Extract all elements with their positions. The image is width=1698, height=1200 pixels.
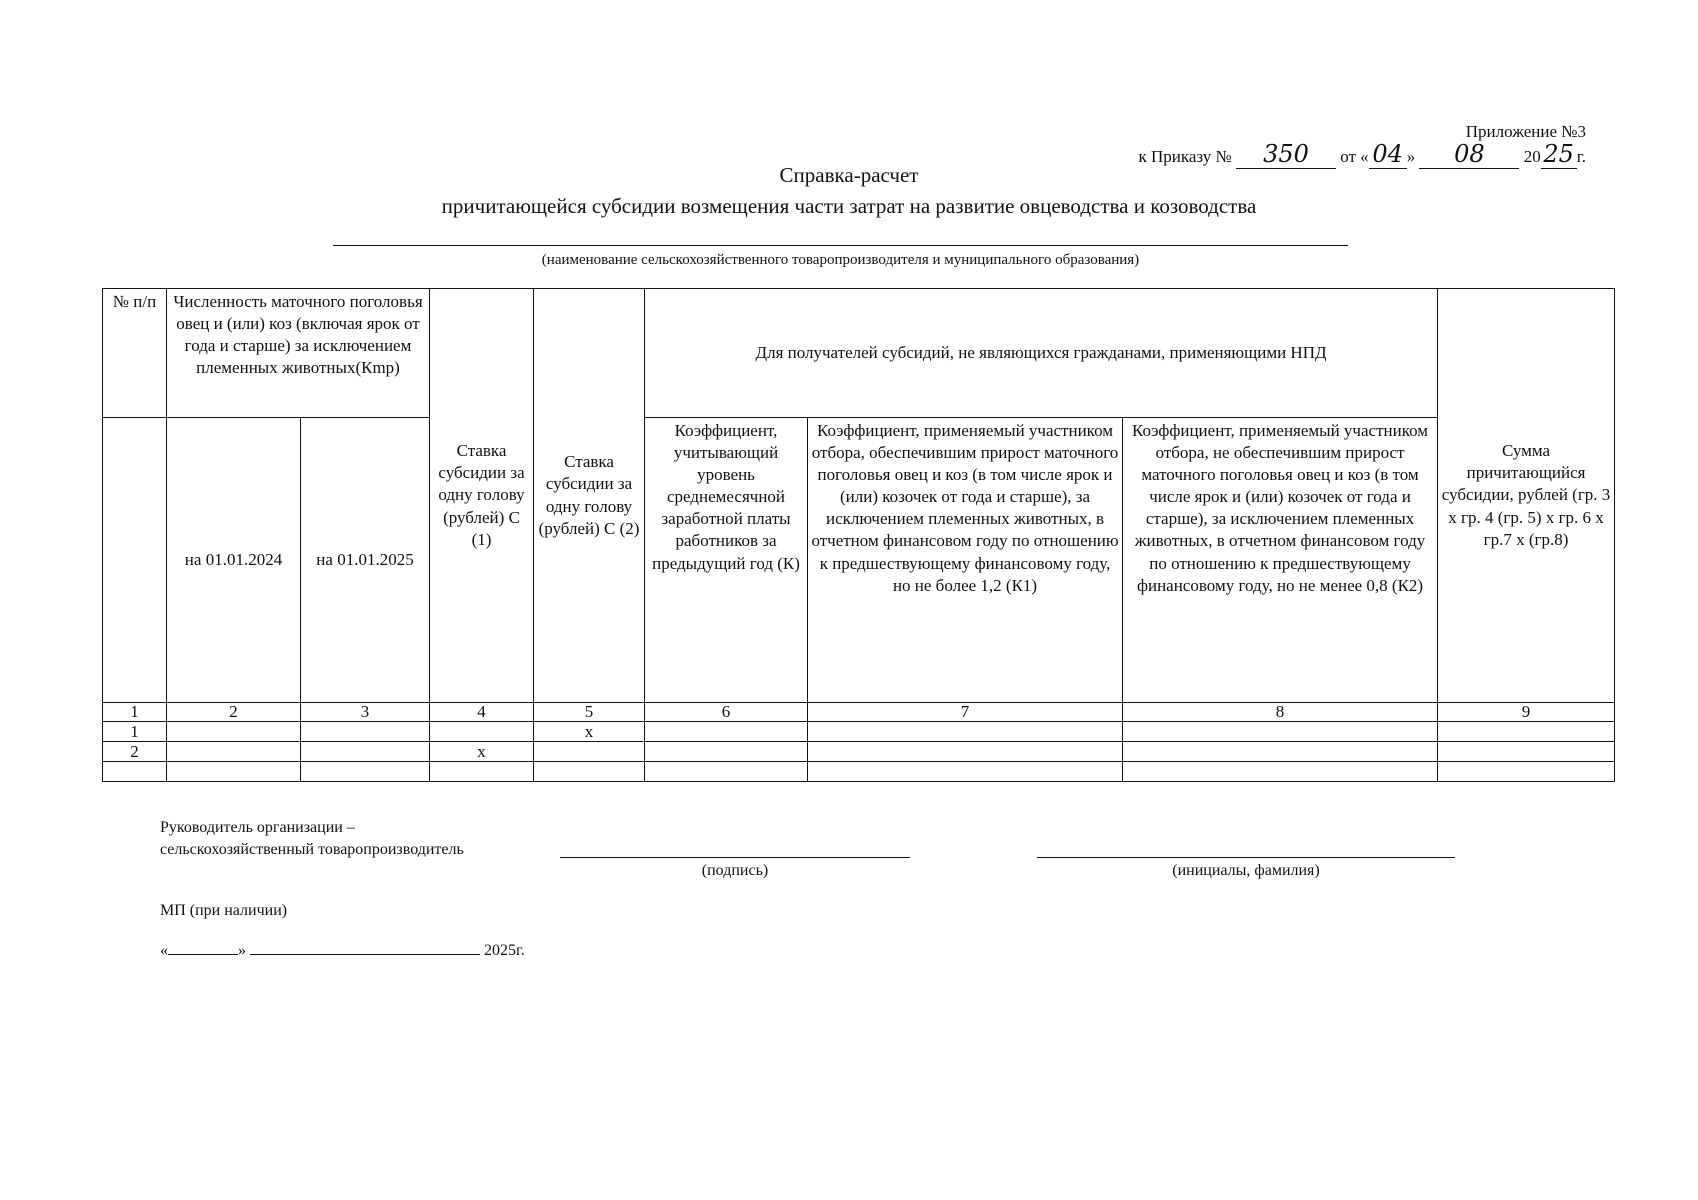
- order-number: 350: [1236, 140, 1336, 169]
- table-cell[interactable]: [167, 762, 301, 782]
- table-cell[interactable]: [1123, 742, 1438, 762]
- column-number: 8: [1123, 703, 1438, 722]
- order-day: 04: [1369, 140, 1407, 169]
- column-number: 9: [1438, 703, 1615, 722]
- order-month: 08: [1419, 140, 1519, 169]
- column-number: 5: [534, 703, 645, 722]
- table-cell[interactable]: [1123, 762, 1438, 782]
- col-rate2-header: Ставка субсидии за одну голову (рублей) С (2): [534, 289, 645, 703]
- table-cell[interactable]: [808, 722, 1123, 742]
- column-number: 4: [430, 703, 534, 722]
- table-cell[interactable]: [534, 762, 645, 782]
- col-k1-header: Коэффициент, применяемый участником отбора, обеспечившим прирост маточного поголовья овец и коз (в том числе ярок и (или) козочек от года и старше), за исключением племенных животных, в отчетном финансовом году по отношению к предшествующему финансовому году, но не более 1,2 (К1): [808, 418, 1123, 703]
- column-number: 7: [808, 703, 1123, 722]
- fio-caption: (инициалы, фамилия): [1172, 862, 1320, 879]
- signature-line[interactable]: [560, 857, 910, 858]
- table-cell[interactable]: [645, 742, 808, 762]
- date-open-quote: «: [160, 942, 168, 959]
- header-row-1: [103, 289, 1615, 418]
- column-number: 2: [167, 703, 301, 722]
- column-number: 6: [645, 703, 808, 722]
- table-cell[interactable]: [808, 742, 1123, 762]
- table-cell[interactable]: [645, 762, 808, 782]
- date-day-blank[interactable]: [168, 954, 238, 955]
- date-month-blank[interactable]: [250, 954, 480, 955]
- date-field: [160, 942, 525, 960]
- appendix-label: Приложение №3: [1465, 122, 1586, 141]
- table-cell[interactable]: [1438, 742, 1615, 762]
- col-date2-header: на 01.01.2025: [301, 418, 430, 703]
- signature-caption: (подпись): [701, 862, 769, 879]
- table-cell[interactable]: [301, 762, 430, 782]
- table-cell[interactable]: [167, 742, 301, 762]
- table-cell[interactable]: [430, 762, 534, 782]
- table-cell[interactable]: [430, 722, 534, 742]
- date-close-quote: »: [238, 942, 246, 959]
- table-cell[interactable]: 1: [103, 722, 167, 742]
- column-number: 3: [301, 703, 430, 722]
- order-day-close: »: [1406, 147, 1416, 166]
- column-number: 1: [103, 703, 167, 722]
- header-row-2: [103, 418, 1615, 703]
- column-numbers-row: [103, 703, 1615, 722]
- col-k-header: Коэффициент, учитывающий уровень среднемесячной заработной платы работников за предыдущий год (К): [645, 418, 808, 703]
- col-rate1-header: Ставка субсидии за одну голову (рублей) С (1): [430, 289, 534, 703]
- head-label-line2: сельскохозяйственный товаропроизводитель: [160, 840, 464, 858]
- order-year-prefix: 20: [1523, 147, 1541, 166]
- table-cell[interactable]: [1438, 762, 1615, 782]
- producer-name-line[interactable]: [333, 245, 1348, 246]
- col-sum-header: Сумма причитающийся субсидии, рублей (гр. 3 х гр. 4 (гр. 5) х гр. 6 х гр.7 х (гр.8): [1438, 289, 1615, 703]
- table-cell[interactable]: [167, 722, 301, 742]
- col-population-header: Численность маточного поголовья овец и (или) коз (включая ярок от года и старше) за исключением племенных животных(Кmp): [167, 289, 430, 418]
- calculation-table: [102, 288, 1615, 782]
- col-date1-header: на 01.01.2024: [167, 418, 301, 703]
- table-row: [103, 742, 1615, 762]
- table-cell[interactable]: [645, 722, 808, 742]
- stamp-label: МП (при наличии): [160, 902, 288, 919]
- head-label-line1: Руководитель организации –: [160, 819, 355, 836]
- head-label: [160, 817, 464, 860]
- table-cell[interactable]: [808, 762, 1123, 782]
- table-cell[interactable]: х: [430, 742, 534, 762]
- table-cell[interactable]: [103, 762, 167, 782]
- col-no-header: № п/п: [103, 289, 167, 418]
- order-year-suffix: 25: [1541, 140, 1577, 169]
- col-group-header: Для получателей субсидий, не являющихся гражданами, применяющими НПД: [645, 289, 1438, 418]
- table-cell[interactable]: [534, 742, 645, 762]
- table-row: [103, 762, 1615, 782]
- col-k2-header: Коэффициент, применяемый участником отбора, не обеспечившим прирост маточного поголовья овец и коз (в том числе ярок и (или) козочек от года и старше), за исключением племенных животных, в отчетном финансовом году по отношению к предшествующему финансовому году, но не менее 0,8 (К2): [1123, 418, 1438, 703]
- document-subtitle: причитающейся субсидии возмещения части затрат на развитие овцеводства и козоводства: [441, 194, 1257, 218]
- date-year: 2025г.: [484, 942, 525, 959]
- document-title: Справка-расчет: [779, 163, 919, 187]
- order-from: от «: [1340, 147, 1369, 166]
- table-cell[interactable]: [1123, 722, 1438, 742]
- table-cell[interactable]: 2: [103, 742, 167, 762]
- fio-line[interactable]: [1037, 857, 1455, 858]
- order-prefix: к Приказу №: [1138, 147, 1232, 166]
- table-cell[interactable]: х: [534, 722, 645, 742]
- table-cell[interactable]: [301, 722, 430, 742]
- table-row: [103, 722, 1615, 742]
- producer-name-caption: (наименование сельскохозяйственного товаропроизводителя и муниципального образования): [541, 252, 1140, 268]
- col-no-empty: [103, 418, 167, 703]
- table-cell[interactable]: [301, 742, 430, 762]
- table-cell[interactable]: [1438, 722, 1615, 742]
- order-year-unit: г.: [1576, 147, 1586, 166]
